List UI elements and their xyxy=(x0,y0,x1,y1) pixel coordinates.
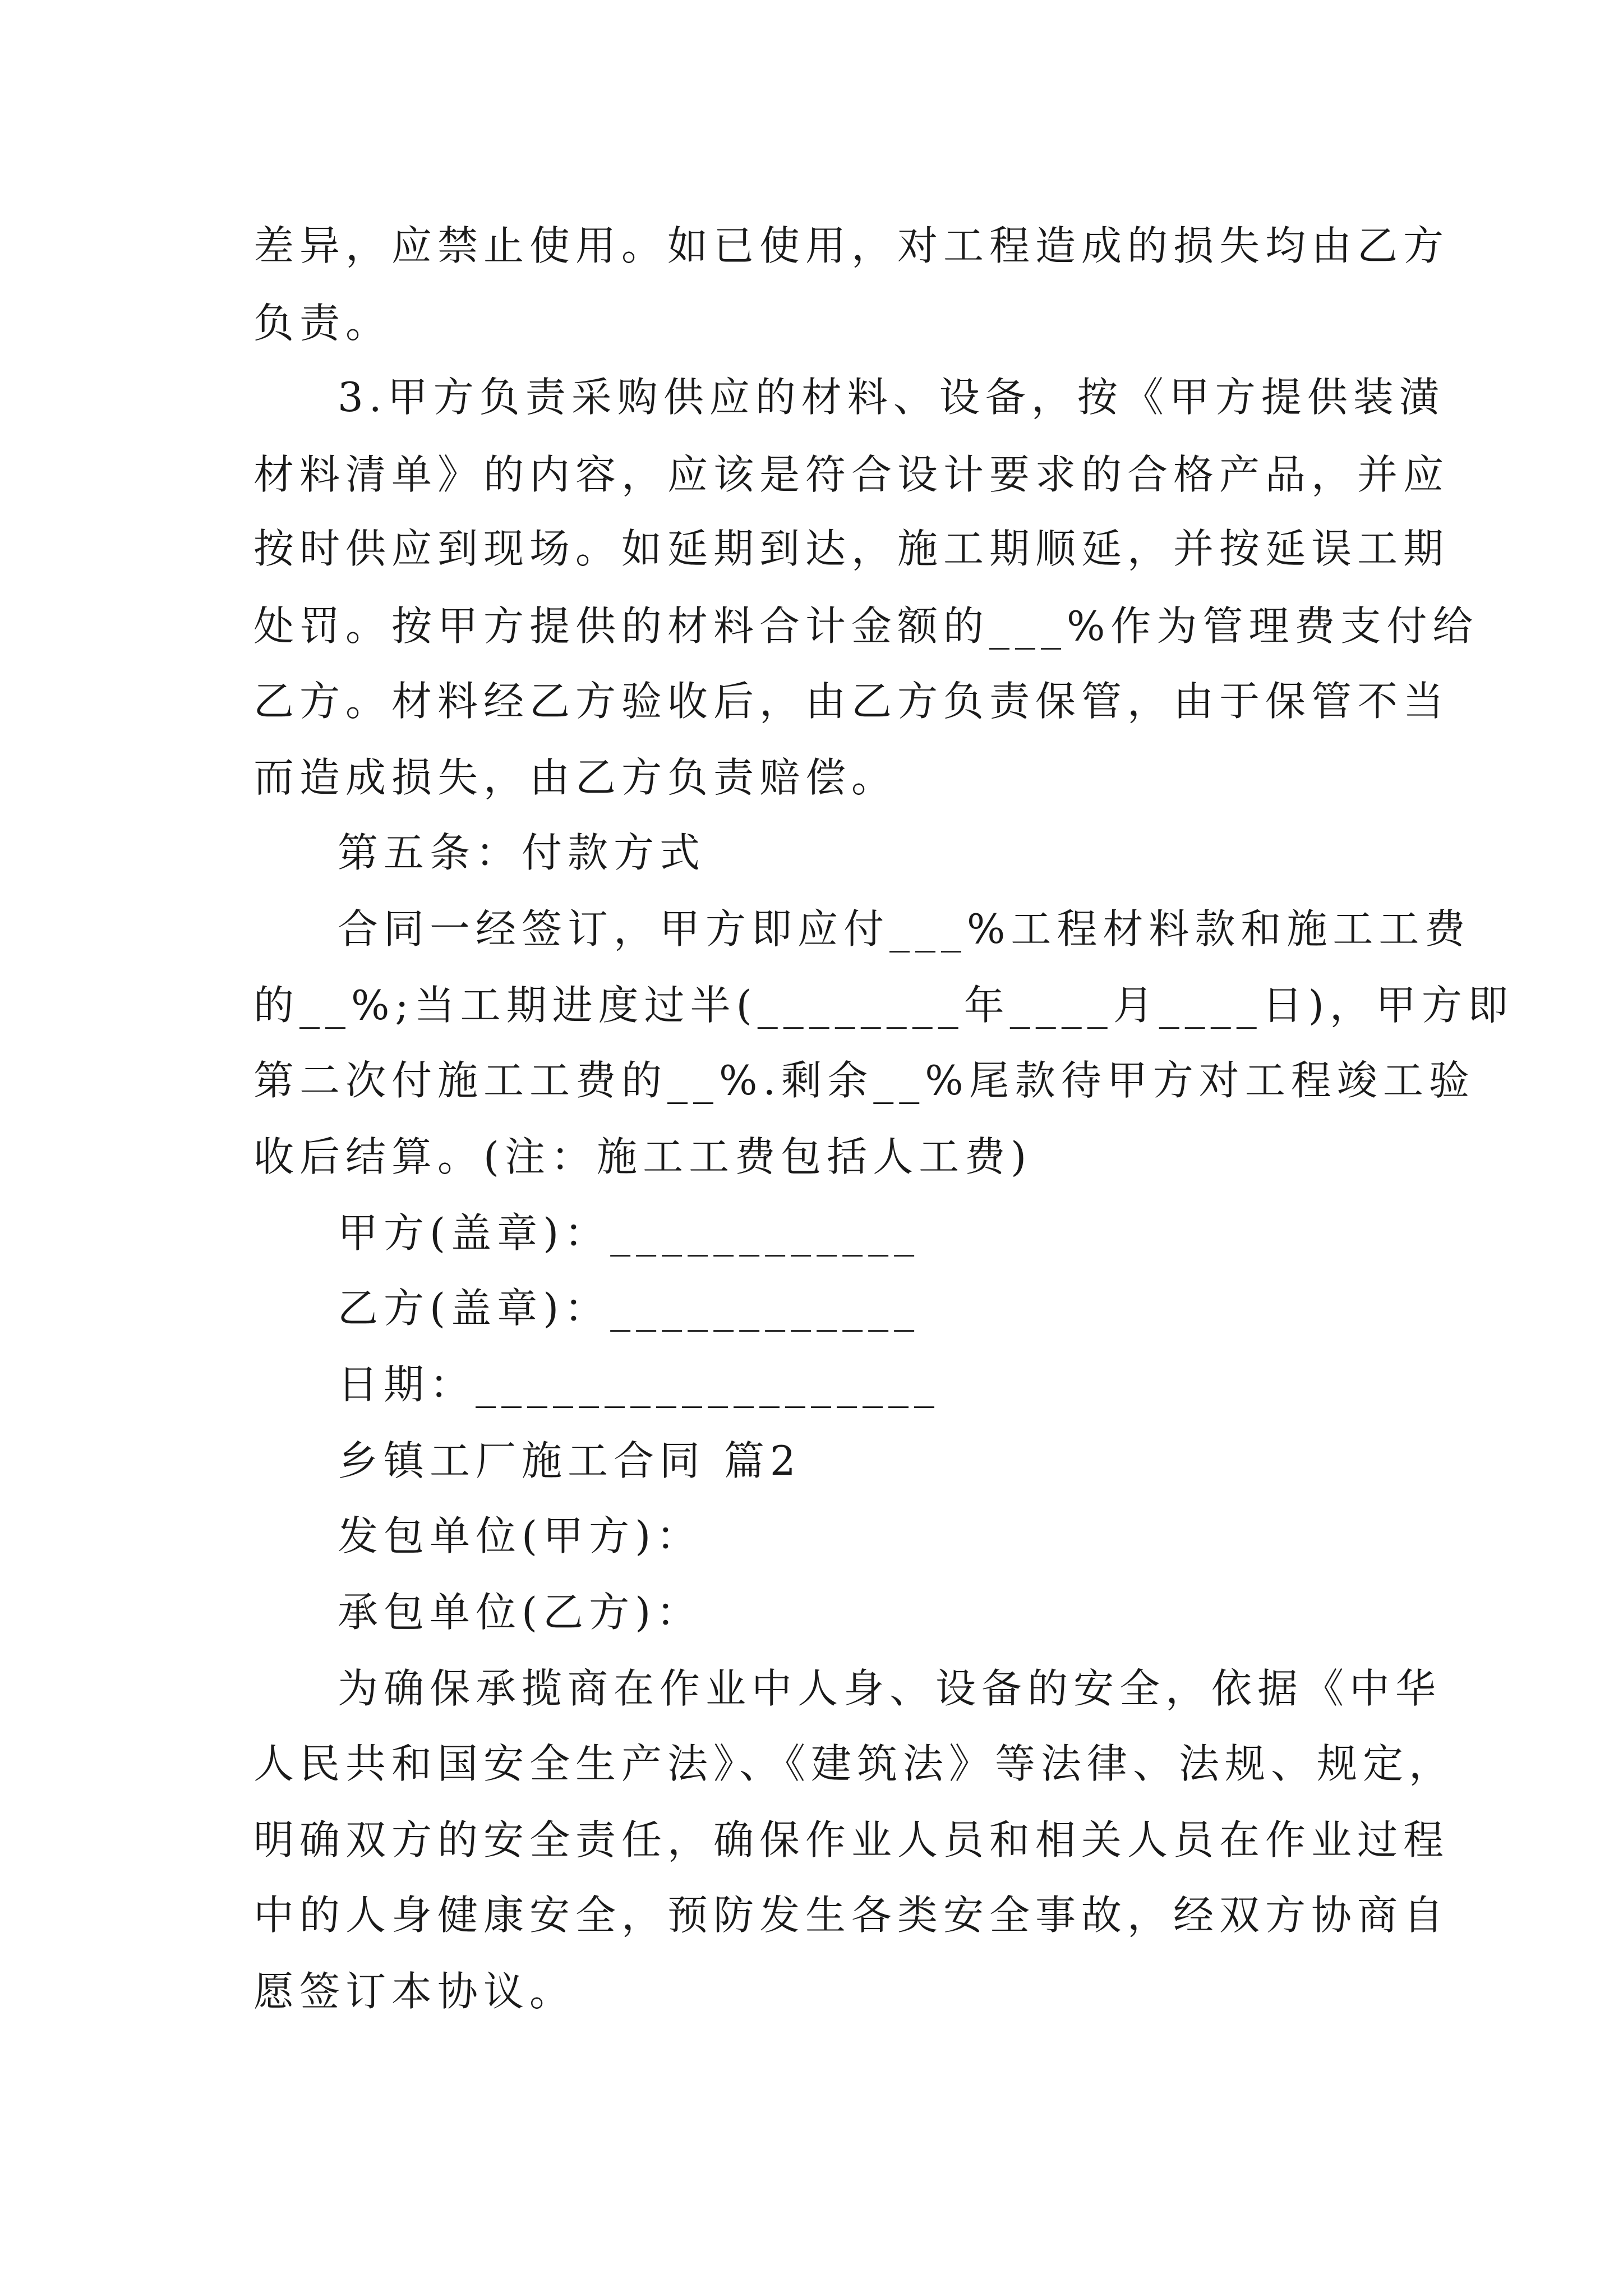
text-line: 愿签订本协议。 xyxy=(253,1968,576,2015)
text-line: 差异，应禁止使用。如已使用，对工程造成的损失均由乙方 xyxy=(253,222,1450,269)
text-line: 处罚。按甲方提供的材料合计金额的___%作为管理费支付给 xyxy=(253,602,1479,650)
date-line: 日期：__________________ xyxy=(338,1361,940,1408)
text-line: 3.甲方负责采购供应的材料、设备，按《甲方提供装潢 xyxy=(338,374,1445,421)
text-line: 按时供应到现场。如延期到达，施工期顺延，并按延误工期 xyxy=(253,525,1450,572)
subcontractor-line: 承包单位(乙方)： xyxy=(338,1589,703,1636)
signature-line-party-b: 乙方(盖章)：____________ xyxy=(338,1285,920,1332)
text-line: 而造成损失，由乙方负责赔偿。 xyxy=(253,754,898,801)
signature-line-party-a: 甲方(盖章)：____________ xyxy=(338,1209,920,1257)
text-line: 明确双方的安全责任，确保作业人员和相关人员在作业过程 xyxy=(253,1816,1450,1864)
contractor-line: 发包单位(甲方)： xyxy=(338,1512,703,1559)
text-line: 材料清单》的内容，应该是符合设计要求的合格产品，并应 xyxy=(253,451,1450,498)
text-line: 负责。 xyxy=(253,300,392,347)
text-line: 第二次付施工工费的__%.剩余__%尾款待甲方对工程竣工验 xyxy=(253,1057,1475,1104)
text-line: 的__%;当工期进度过半(________年____月____日)，甲方即 xyxy=(253,982,1514,1029)
contract-title: 乡镇工厂施工合同 篇2 xyxy=(338,1437,801,1484)
section-heading: 第五条：付款方式 xyxy=(338,829,706,876)
text-line: 收后结算。(注：施工工费包括人工费) xyxy=(253,1133,1032,1180)
text-line: 合同一经签订，甲方即应付___%工程材料款和施工工费 xyxy=(338,905,1471,953)
text-line: 人民共和国安全生产法》、《建筑法》等法律、法规、规定， xyxy=(253,1740,1455,1787)
text-line: 为确保承揽商在作业中人身、设备的安全，依据《中华 xyxy=(338,1665,1442,1712)
text-line: 中的人身健康安全，预防发生各类安全事故，经双方协商自 xyxy=(253,1892,1450,1939)
text-line: 乙方。材料经乙方验收后，由乙方负责保管，由于保管不当 xyxy=(253,678,1450,725)
